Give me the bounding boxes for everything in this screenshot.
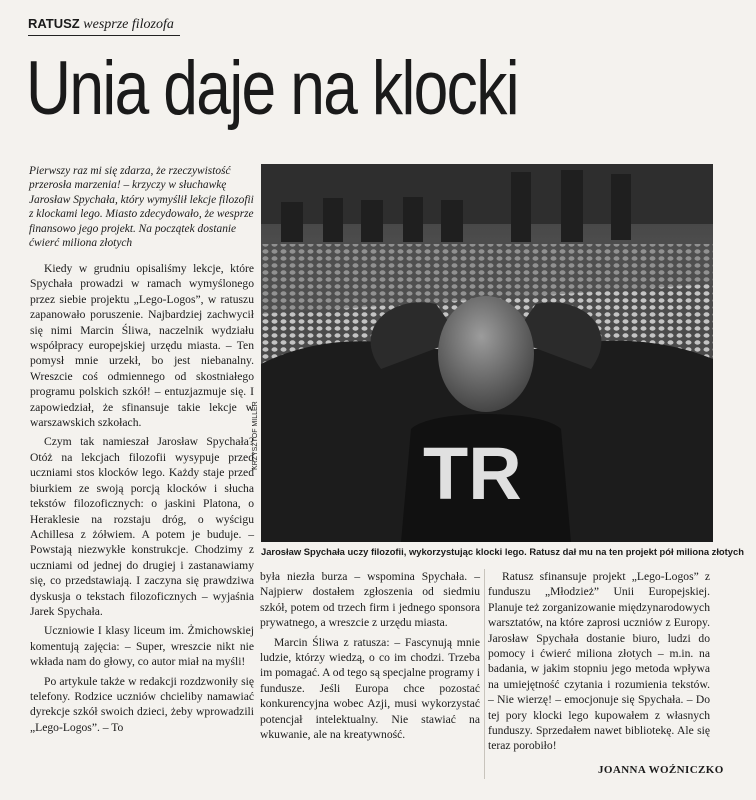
text-column-3 [488, 569, 710, 758]
column-divider [484, 569, 485, 779]
article-headline: Unia daje na klocki [26, 46, 518, 131]
text-column-1 [30, 261, 254, 739]
paragraph: Marcin Śliwa z ratusza: – Fascynują mnie ludzie, którzy wiedzą, o co im chodzi. Trzeba im pomagać. A od tego są specjalne programy i fundusze. Jeśli Europa chce pozostać konkurencyjna wobec Azji, musi wykorzystać potencjał intelektualny. Nie stawiać na wkuwanie, ale na kreatywność. [260, 635, 480, 742]
kicker-title: wesprze filozofa [83, 17, 174, 32]
photo-caption: Jarosław Spychała uczy filozofii, wykorzystując klocki lego. Ratusz dał mu na ten projekt pół miliona złotych [261, 546, 744, 557]
paragraph: Kiedy w grudniu opisaliśmy lekcje, które Spychała prowadzi w ramach wymyślonego przez siebie projektu „Lego-Logos”, w ratuszu zapanowało poruszenie. Najbardziej zachwycił się nimi Marcin Śliwa, naczelnik wydziału współpracy europejskiej urzędu miasta. – Ten pomysł mnie urzekł, bo jest niebanalny. Wreszcie coś odmiennego od skostniałego programu polskich szkół! – entuzjazmuje się. I zapowiedział, że sfinansuje takie lekcje w warszawskich szkołach. [30, 262, 254, 430]
paragraph: Uczniowie I klasy liceum im. Żmichowskiej komentują zajęcia: – Super, wreszcie nikt nie wkłada nam do głowy, co autor miał na myśli! [30, 624, 254, 669]
paragraph: Ratusz sfinansuje projekt „Lego-Logos” z funduszu „Młodzież” Unii Europejskiej. Planuje też zorganizowanie międzynarodowych warsztatów, na które zaprosi uczniów z Europy. Jarosław Spychała dostanie biuro, ludzi do pomocy i ćwierć miliona złotych – m.in. na badania, w jakim stopniu jego metoda wpływa na umiejętność czytania i rozumienia tekstów. – Nie wierzę! – emocjonuje się Spychała. – Do tej pory klocki lego kupowałem z własnych funduszy. Sprzedałem nawet bibliotekę. Ale się teraz porobiło! [488, 570, 710, 753]
author-byline: JOANNA WOŹNICZKO [598, 764, 724, 776]
article-lead: Pierwszy raz mi się zdarza, że rzeczywistość przerosła marzenia! – krzyczy w słuchawkę Jarosław Spychała, który wymyślił lekcje filozofii z klockami lego. Miasto zdecydowało, że wesprze finansowo jego projekt. Na początek dostanie ćwierć miliona złotych [29, 165, 254, 250]
text-column-2 [260, 569, 480, 746]
paragraph: Po artykule także w redakcji rozdzwoniły się telefony. Rodzice uczniów chcieliby namawiać dyrekcje szkół swoich dzieci, żeby wprowadzili „Lego-Logos”. – To [30, 674, 254, 734]
shirt-lettering: TR [423, 432, 522, 515]
article-photo [261, 164, 713, 542]
photo-credit: KRZYSZTOF MILLER [252, 401, 259, 470]
paragraph: była niezła burza – wspomina Spychała. – Najpierw dostałem zgłoszenia od siedmiu szkół, potem od trzech firm i jednego sponsora prywatnego, a wreszcie z urzędu miasta. [260, 570, 480, 630]
section-kicker [28, 16, 180, 36]
photo-illustration [261, 164, 713, 542]
paragraph: Czym tak namieszał Jarosław Spychała? Otóż na lekcjach filozofii wysypuje przed uczniami stos klocków lego. Każdy staje przed biurkiem ze swoją porcją klocków i słucha tekstów filozoficznych: o jaskini Platona, o Heraklesie na rozstaju dróg, o wyścigu Achillesa z żółwiem. A potem je buduje. – Powstają niezwykłe konstrukcje. Chodzimy z uczniami od jednej do drugiej i zastanawiamy się, co przedstawiają. I zaczyna się prawdziwa dyskusja o tekstach filozoficznych – wyjaśnia Jarek Spychała. [30, 435, 254, 618]
kicker-section: RATUSZ [28, 16, 80, 31]
